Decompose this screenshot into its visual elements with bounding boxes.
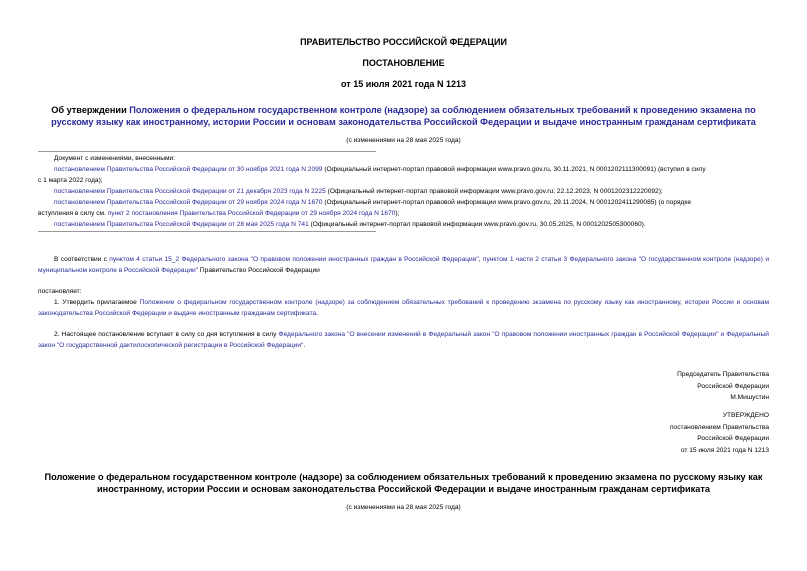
decrees-paragraph <box>38 286 769 297</box>
signature-line: Российской Федерации <box>697 382 769 390</box>
document-date-number: от 15 июля 2021 года N 1213 <box>341 79 466 89</box>
history-item: постановлением Правительства Российской Федерации от 29 ноября 2024 года N 1670 (Официальный интернет-портал правовой информации www.pravo.gov.ru, 29.11.2024, N 0001202411290085) (о порядке <box>54 199 692 206</box>
annex-changes-note: (с изменениями на 28 мая 2025 года) <box>346 504 461 511</box>
signature-line: Председатель Правительства <box>677 371 769 378</box>
item-2-paragraph: 2. Настоящее постановление вступает в силу со дня вступления в силу Федерального закона "О внесении изменений в Федеральный закон "О правовом положении иностранных граждан в Российской Федерации" и Федеральный закон "О государственной дактилоскопической регистрации в Российской Федерации". <box>38 331 769 349</box>
approval-line: от 15 июля 2021 года N 1213 <box>680 446 769 454</box>
history-item: постановлением Правительства Российской Федерации от 21 декабря 2023 года N 2225 (Официальный интернет-портал правовой информации www.pravo.gov.ru, 22.12.2023, N 0001202312220092); <box>54 188 663 195</box>
history-item-cont: с 1 марта 2022 года); <box>38 177 103 184</box>
document-type: ПОСТАНОВЛЕНИЕ <box>362 58 445 68</box>
history-item-cont: вступления в силу см. пункт 2 постановления Правительства Российской Федерации от 29 ноября 2024 года N 1670); <box>38 210 400 217</box>
signature-block <box>549 369 769 404</box>
history-item: постановлением Правительства Российской Федерации от 28 мая 2025 года N 741 (Официальный интернет-портал правовой информации www.pravo.gov.ru, 30.05.2025, N 0001202505300060). <box>54 221 646 228</box>
item-1-regulation-link[interactable]: Положение о федеральном государственном контроле (надзоре) за соблюдением обязательных требований к проведению экзамена по русскому языку как иностранному, истории России и основам законодательства Российской Федерации и выдаче иностранным гражданам сертификата <box>38 299 769 317</box>
history-item-link[interactable]: постановлением Правительства Российской Федерации от 29 ноября 2024 года N 1670 <box>54 199 323 206</box>
signature-line: М.Мишустин <box>730 394 769 401</box>
history-item-link[interactable]: постановлением Правительства Российской Федерации от 30 ноября 2021 года N 2099 <box>54 166 323 173</box>
changes-note: (с изменениями на 28 мая 2025 года) <box>346 137 461 144</box>
approval-line: УТВЕРЖДЕНО <box>722 412 769 419</box>
document-history <box>38 153 769 230</box>
history-item-link[interactable]: постановлением Правительства Российской Федерации от 28 мая 2025 года N 741 <box>54 221 309 228</box>
history-item: постановлением Правительства Российской Федерации от 30 ноября 2021 года N 2099 (Официальный интернет-портал правовой информации www.pravo.gov.ru, 30.11.2021, N 0001202111300091) (вступил в силу <box>54 166 706 173</box>
history-item-cont-link[interactable]: пункт 2 постановления Правительства Российской Федерации от 29 ноября 2024 года N 1670 <box>107 210 396 217</box>
history-intro: Документ с изменениями, внесенными: <box>54 155 176 162</box>
title-regulation-link[interactable]: Положения о федеральном государственном контроле (надзоре) за соблюдением обязательных требований к проведению экзамена по русскому языку как иностранному, истории России и основам законодательства Российской Федерации и выдаче иностранным гражданам сертификата <box>51 105 756 127</box>
history-bottom-divider <box>38 231 376 232</box>
item-1-paragraph: 1. Утвердить прилагаемое Положение о федеральном государственном контроле (надзоре) за соблюдением обязательных требований к проведению экзамена по русскому языку как иностранному, истории России и основам законодательства Российской Федерации и выдаче иностранным гражданам сертификата. <box>38 299 769 317</box>
preamble-law-link-2[interactable]: пунктом 1 части 2 статьи 3 Федерального закона "О государственном контроле (надзоре) и муниципальном контроле в Российской Федерации" <box>38 256 770 274</box>
preamble-paragraph: В соответствии с пунктом 4 статьи 15_2 Федерального закона "О правовом положении иностранных граждан в Российской Федерации", пунктом 1 части 2 статьи 3 Федерального закона "О государственном контроле (надзоре) и муниципальном контроле в Российской Федерации" Правительство Российской Федерации <box>38 256 770 274</box>
document-title <box>38 104 769 128</box>
title-prefix: Об утверждении <box>51 105 130 115</box>
decrees-text: постановляет: <box>38 288 82 295</box>
annex-title: Положение о федеральном государственном контроле (надзоре) за соблюдением обязательных требований к проведению экзамена по русскому языку как иностранному, истории России и основам законодательства Российской Федерации и выдаче иностранным гражданам сертификата <box>44 472 763 494</box>
approval-line: Российской Федерации <box>697 435 769 442</box>
history-top-divider <box>38 151 376 152</box>
approval-line: постановлением Правительства <box>669 423 769 431</box>
preamble-law-link-1[interactable]: пунктом 4 статьи 15_2 Федерального закона "О правовом положении иностранных граждан в Российской Федерации" <box>109 256 479 263</box>
item-2-law-link[interactable]: Федерального закона "О внесении изменений в Федеральный закон "О правовом положении иностранных граждан в Российской Федерации" и Федеральный закон "О государственной дактилоскопической регистрации в Российской Федерации" <box>38 331 769 349</box>
issuing-authority: ПРАВИТЕЛЬСТВО РОССИЙСКОЙ ФЕДЕРАЦИИ <box>300 37 507 47</box>
history-item-link[interactable]: постановлением Правительства Российской Федерации от 21 декабря 2023 года N 2225 <box>54 188 326 195</box>
approval-block <box>549 410 769 456</box>
